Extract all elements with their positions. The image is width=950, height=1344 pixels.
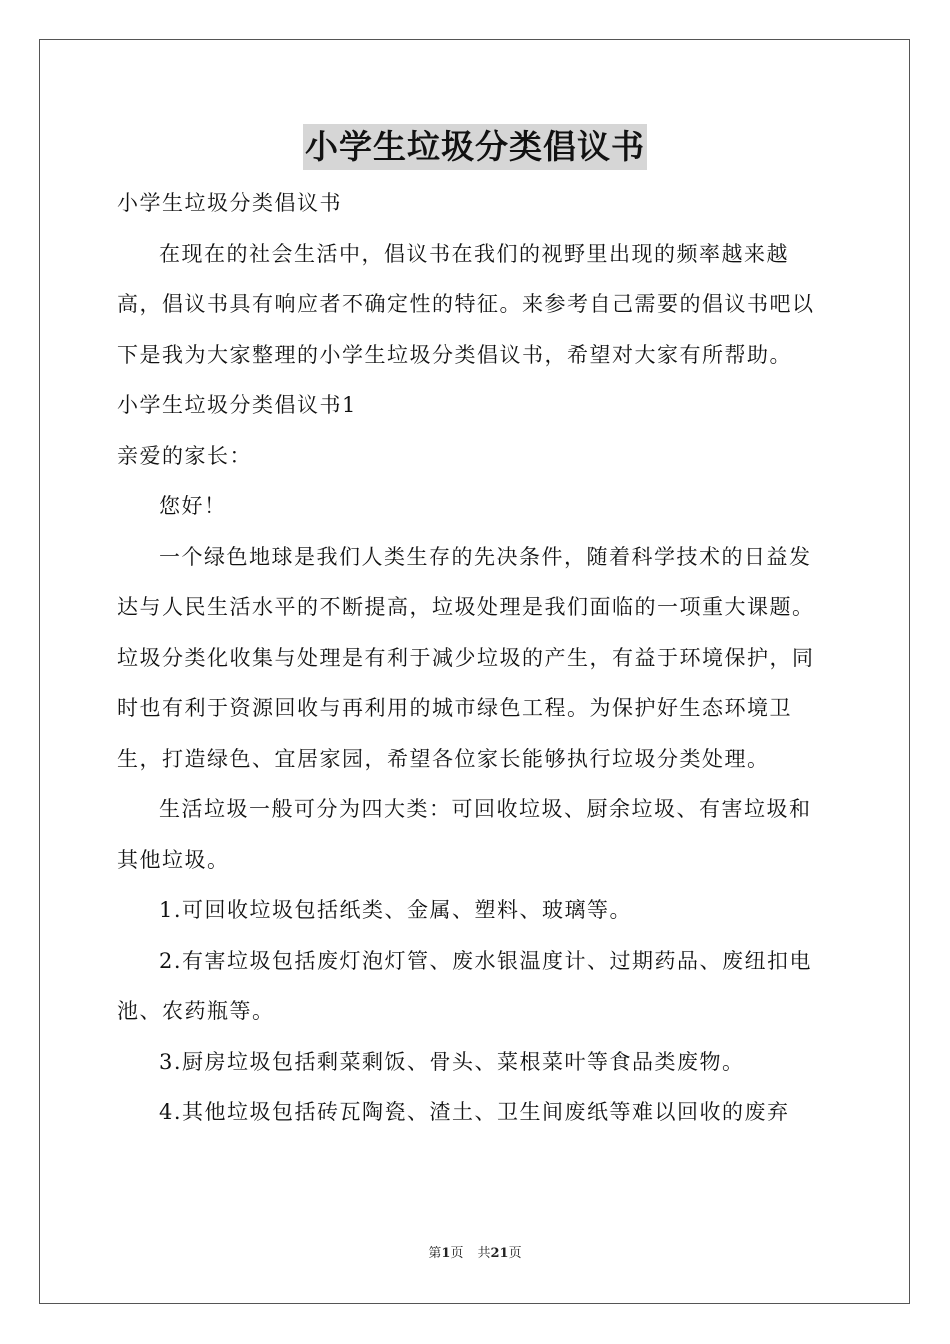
list-item-1: 1.可回收垃圾包括纸类、金属、塑料、玻璃等。 [159,898,633,922]
paragraph-intro: 在现在的社会生活中，倡议书在我们的视野里出现的频率越来越高，倡议书具有响应者不确定性的特征。来参考自己需要的倡议书吧以下是我为大家整理的小学生垃圾分类倡议书，希望对大家有所帮助。 [117,241,815,367]
paragraph-body-1: 一个绿色地球是我们人类生存的先决条件，随着科学技术的日益发达与人民生活水平的不断提高，垃圾处理是我们面临的一项重大课题。垃圾分类化收集与处理是有利于减少垃圾的产生，有益于环境保护，同时也有利于资源回收与再利用的城市绿色工程。为保护好生态环境卫生，打造绿色、宜居家园，希望各位家长能够执行垃圾分类处理。 [117,544,815,771]
paragraph-subtitle: 小学生垃圾分类倡议书 [117,191,342,215]
title-container [0,124,950,170]
page-footer [0,1245,950,1263]
footer-page-prefix: 第 [428,1246,442,1261]
footer-total-suffix: 页 [508,1246,522,1261]
document-body [117,178,833,1138]
footer-page-suffix: 页 [450,1246,464,1261]
list-item-2: 2.有害垃圾包括废灯泡灯管、废水银温度计、过期药品、废纽扣电池、农药瓶等。 [117,948,813,1023]
document-title: 小学生垃圾分类倡议书 [303,124,647,170]
paragraph-greeting: 您好！ [159,494,227,518]
footer-page-total: 21 [490,1246,509,1261]
paragraph-section-heading: 小学生垃圾分类倡议书1 [117,393,357,417]
paragraph-salutation: 亲爱的家长： [117,443,252,468]
footer-total-prefix: 共 [477,1246,491,1261]
list-item-3: 3.厨房垃圾包括剩菜剩饭、骨头、菜根菜叶等食品类废物。 [159,1049,745,1074]
footer-page-current: 1 [441,1246,451,1261]
list-item-4: 4.其他垃圾包括砖瓦陶瓷、渣土、卫生间废纸等难以回收的废弃 [159,1100,790,1124]
paragraph-body-2: 生活垃圾一般可分为四大类：可回收垃圾、厨余垃圾、有害垃圾和其他垃圾。 [117,797,812,872]
